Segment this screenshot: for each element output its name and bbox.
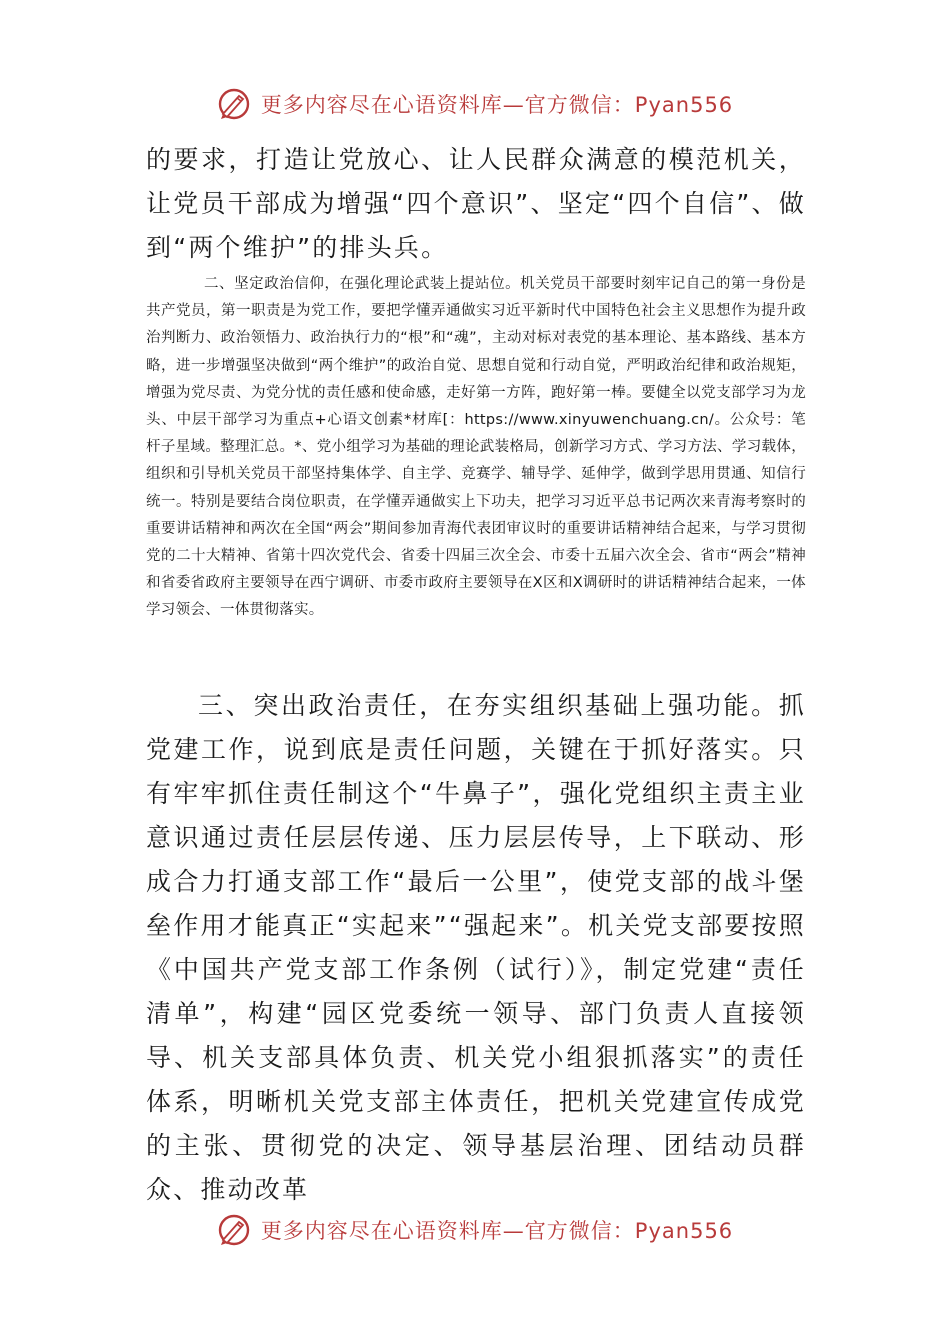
footer-watermark-text: 更多内容尽在心语资料库—官方微信：Pyan556 <box>260 1219 734 1243</box>
paragraph-section-three: 三、突出政治责任，在夯实组织基础上强功能。抓党建工作，说到底是责任问题，关键在于抓好落实。只有牢牢抓住责任制这个“牛鼻子”，强化党组织主责主业意识通过责任层层传递、压力层层传导，上下联动、形成合力打通支部工作“最后一公里”，使党支部的战斗堡垒作用才能真正“实起来”“强起来”。机关党支部要按照《中国共产党支部工作条例（试行）》，制定党建“责任清单”，构建“园区党委统一领导、部门负责人直接领导、机关支部具体负责、机关党小组狠抓落实”的责任体系，明晰机关党支部主体责任，把机关党建宣传成党的主张、贯彻党的决定、领导基层治理、团结动员群众、推动改革 <box>146 691 806 1204</box>
pen-circle-logo-icon <box>217 87 251 121</box>
pen-circle-logo-icon <box>217 1213 251 1247</box>
header-watermark-text: 更多内容尽在心语资料库—官方微信：Pyan556 <box>260 93 734 117</box>
header-watermark <box>0 84 950 124</box>
paragraph-section-two: 二、坚定政治信仰，在强化理论武装上提站位。机关党员干部要时刻牢记自己的第一身份是共产党员，第一职责是为党工作，要把学懂弄通做实习近平新时代中国特色社会主义思想作为提升政治判断力、政治领悟力、政治执行力的“根”和“魂”，主动对标对表党的基本理论、基本路线、基本方略，进一步增强坚决做到“两个维护”的政治自觉、思想自觉和行动自觉，严明政治纪律和政治规矩，增强为党尽责、为党分忧的责任感和使命感，走好第一方阵，跑好第一棒。要健全以党支部学习为龙头、中层干部学习为重点+心语文创素*材库[：https://www.xinyuwenchuang.cn/。公众号：笔杆子星域。整理汇总。*、党小组学习为基础的理论武装格局，创新学习方式、学习方法、学习载体，组织和引导机关党员干部坚持集体学、自主学、竞赛学、辅导学、延伸学，做到学思用贯通、知信行统一。特别是要结合岗位职责，在学懂弄通做实上下功夫，把学习习近平总书记两次来青海考察时的重要讲话精神和两次在全国“两会”期间参加青海代表团审议时的重要讲话精神结合起来，与学习贯彻党的二十大精神、省第十四次党代会、省委十四届三次全会、市委十五届六次全会、省市“两会”精神和省委省政府主要领导在西宁调研、市委市政府主要领导在X区和X调研时的讲话精神结合起来，一体学习领会、一体贯彻落实。 <box>146 276 806 619</box>
footer-watermark <box>0 1210 950 1250</box>
paragraph-continuation: 的要求，打造让党放心、让人民群众满意的模范机关，让党员干部成为增强“四个意识”、坚定“四个自信”、做到“两个维护”的排头兵。 <box>146 145 806 262</box>
